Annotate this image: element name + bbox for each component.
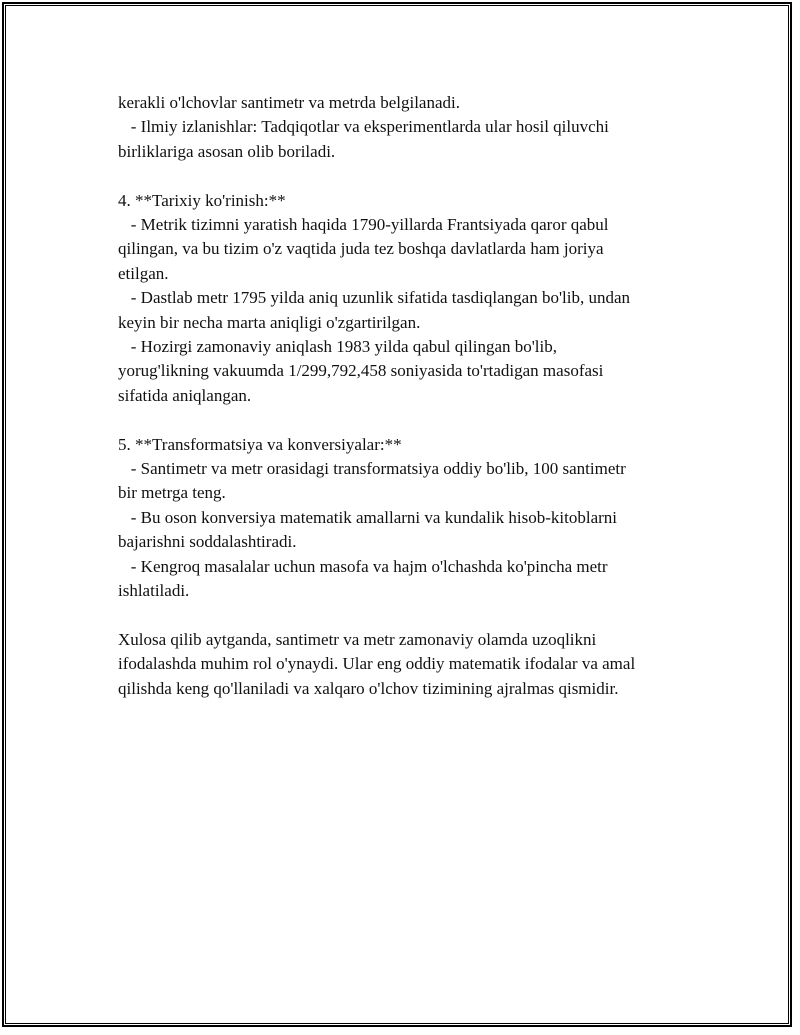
section-heading: 4. **Tarixiy ko'rinish:** — [118, 190, 286, 210]
text-line: bajarishni soddalashtiradi. — [118, 532, 297, 552]
text-line: - Hozirgi zamonaviy aniqlash 1983 yilda qabul qilingan bo'lib, — [118, 337, 558, 357]
conclusion-line: ifodalashda muhim rol o'ynaydi. Ular eng oddiy matematik ifodalar va amal — [118, 654, 636, 674]
conclusion-line: Xulosa qilib aytganda, santimetr va metr zamonaviy olamda uzoqlikni — [118, 629, 597, 649]
section-heading: 5. **Transformatsiya va konversiyalar:** — [118, 434, 402, 454]
text-line: qilingan, va bu tizim o'z vaqtida juda tez boshqa davlatlarda ham joriya — [118, 239, 604, 259]
text-line: etilgan. — [118, 263, 169, 283]
text-line: ishlatiladi. — [118, 581, 190, 601]
document-body — [118, 91, 688, 701]
text-line: - Santimetr va metr orasidagi transformatsiya oddiy bo'lib, 100 santimetr — [118, 459, 626, 479]
text-line: - Metrik tizimni yaratish haqida 1790-yillarda Frantsiyada qaror qabul — [118, 215, 609, 235]
text-line: kerakli o'lchovlar santimetr va metrda belgilanadi. — [118, 93, 460, 112]
text-line: sifatida aniqlangan. — [118, 385, 252, 405]
paragraph-gap — [118, 164, 688, 188]
text-line: yorug'likning vakuumda 1/299,792,458 soniyasida to'rtadigan masofasi — [118, 361, 604, 381]
text-line: keyin bir necha marta aniqligi o'zgartirilgan. — [118, 312, 421, 332]
text-line: - Dastlab metr 1795 yilda aniq uzunlik sifatida tasdiqlangan bo'lib, undan — [118, 288, 631, 308]
text-line: - Kengroq masalalar uchun masofa va hajm o'lchashda ko'pincha metr — [118, 556, 608, 576]
text-line: - Bu oson konversiya matematik amallarni va kundalik hisob-kitoblarni — [118, 507, 618, 527]
paragraph-gap — [118, 408, 688, 432]
text-line: birliklariga asosan olib boriladi. — [118, 141, 336, 161]
text-line: bir metrga teng. — [118, 483, 226, 503]
paragraph-gap — [118, 604, 688, 628]
text-line: - Ilmiy izlanishlar: Tadqiqotlar va eksperimentlarda ular hosil qiluvchi — [118, 117, 609, 137]
conclusion-line: qilishda keng qo'llaniladi va xalqaro o'lchov tizimining ajralmas qismidir. — [118, 678, 619, 698]
